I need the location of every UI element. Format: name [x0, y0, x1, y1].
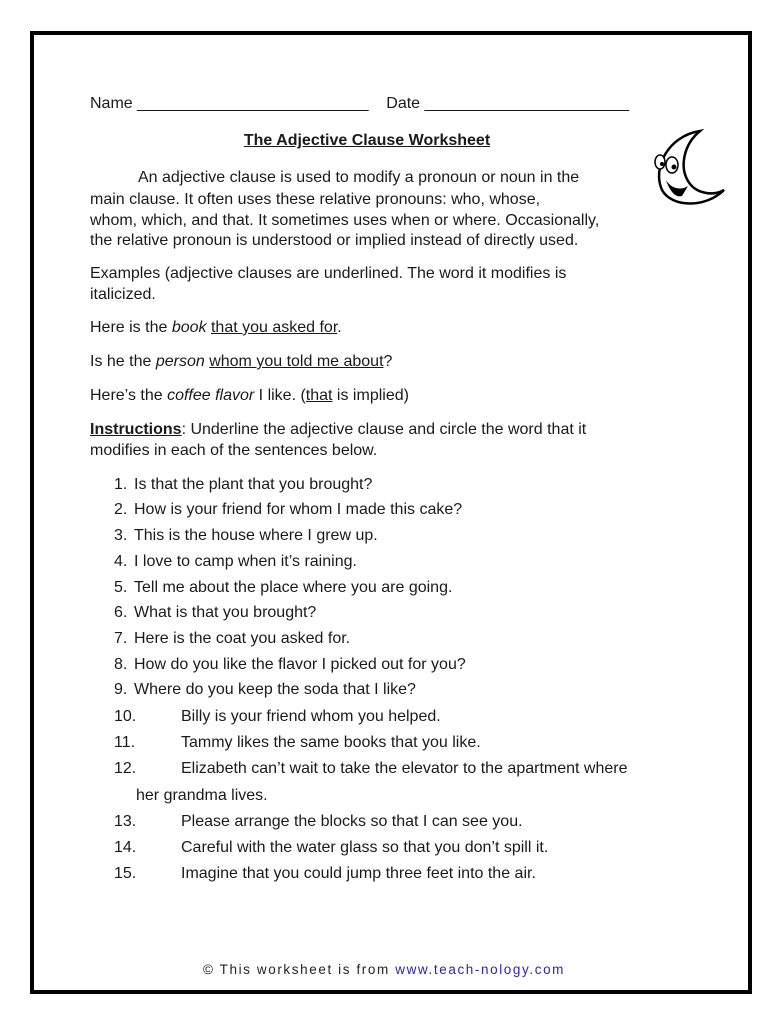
examples-intro: italicized. — [90, 286, 156, 303]
footer-link[interactable]: www.teach-nology.com — [395, 962, 566, 977]
item-text: This is the house where I grew up. — [134, 527, 378, 544]
list-item — [114, 864, 536, 884]
footer — [0, 960, 768, 980]
modified-word: person — [155, 353, 205, 370]
item-text: I love to camp when it’s raining. — [134, 553, 357, 570]
list-item — [114, 680, 416, 700]
adjective-clause: that — [305, 387, 333, 404]
item-number: 8. — [114, 656, 128, 673]
example-text: Here’s the — [90, 387, 168, 404]
footer-text: © This worksheet is from — [202, 962, 396, 977]
item-text: Tell me about the place where you are going. — [134, 579, 453, 596]
example-text: is implied) — [332, 387, 409, 404]
list-item — [114, 733, 481, 753]
item-text: Careful with the water glass so that you don’t spill it. — [181, 839, 549, 856]
intro-line: An adjective clause is used to modify a pronoun or noun in the — [138, 169, 580, 186]
item-number: 11. — [114, 734, 136, 751]
item-text: Where do you keep the soda that I like? — [134, 681, 416, 698]
item-number: 4. — [114, 553, 128, 570]
item-text: Billy is your friend whom you helped. — [181, 708, 441, 725]
item-number: 6. — [114, 604, 128, 621]
item-number: 10. — [114, 708, 137, 725]
instructions-text: : Underline the adjective clause and circle the word that it — [181, 421, 587, 438]
list-item — [114, 475, 372, 495]
item-number: 12. — [114, 760, 137, 777]
modified-word: book — [171, 319, 207, 336]
example-text: . — [337, 319, 342, 336]
example-sentence — [90, 386, 409, 406]
examples-intro: Examples (adjective clauses are underlined. The word it modifies is — [90, 265, 567, 282]
example-text: Here is the — [90, 319, 172, 336]
page-title: The Adjective Clause Worksheet — [243, 132, 491, 149]
item-number: 3. — [114, 527, 128, 544]
item-text: Elizabeth can’t wait to take the elevator to the apartment where — [181, 760, 628, 777]
intro-line: the relative pronoun is understood or implied instead of directly used. — [90, 232, 579, 249]
list-item — [114, 526, 378, 546]
item-text: How is your friend for whom I made this cake? — [134, 501, 463, 518]
item-text: Please arrange the blocks so that I can see you. — [181, 813, 523, 830]
name-date-line — [90, 94, 629, 114]
item-text: What is that you brought? — [134, 604, 317, 621]
list-item — [114, 759, 627, 779]
instructions-text: modifies in each of the sentences below. — [90, 442, 378, 459]
list-item — [114, 500, 462, 520]
list-item — [114, 707, 441, 727]
name-label: Name — [90, 95, 133, 112]
item-number: 5. — [114, 579, 128, 596]
intro-line: whom, which, and that. It sometimes uses when or where. Occasionally, — [90, 212, 600, 229]
moon-cartoon-icon — [648, 128, 730, 208]
adjective-clause: whom you told me about — [209, 353, 384, 370]
list-item — [114, 603, 316, 623]
list-item — [114, 552, 357, 572]
item-number: 2. — [114, 501, 128, 518]
modified-word: coffee flavor — [167, 387, 255, 404]
item-text: Is that the plant that you brought? — [134, 476, 373, 493]
instructions — [90, 420, 586, 440]
example-sentence — [90, 352, 392, 372]
adjective-clause: that you asked for — [210, 319, 338, 336]
item-number: 14. — [114, 839, 137, 856]
list-item-continuation: her grandma lives. — [136, 787, 268, 804]
list-item — [114, 812, 523, 832]
item-number: 1. — [114, 476, 128, 493]
example-text: I like. ( — [254, 387, 306, 404]
item-number: 7. — [114, 630, 128, 647]
item-text: Tammy likes the same books that you like. — [181, 734, 481, 751]
date-label: Date — [386, 95, 421, 112]
intro-line: main clause. It often uses these relative pronouns: who, whose, — [90, 191, 541, 208]
instructions-label: Instructions — [90, 421, 182, 438]
list-item — [114, 838, 548, 858]
item-text: Imagine that you could jump three feet into the air. — [181, 865, 536, 882]
list-item — [114, 578, 452, 598]
item-text: How do you like the flavor I picked out for you? — [134, 656, 466, 673]
example-sentence — [90, 318, 342, 338]
item-number: 9. — [114, 681, 128, 698]
list-item — [114, 629, 350, 649]
item-text: Here is the coat you asked for. — [134, 630, 351, 647]
list-item — [114, 655, 466, 675]
name-blank: __________________________ — [137, 95, 369, 112]
example-text: ? — [383, 353, 393, 370]
example-text: Is he the — [90, 353, 156, 370]
item-number: 15. — [114, 865, 137, 882]
item-number: 13. — [114, 813, 137, 830]
date-blank: _______________________ — [424, 95, 630, 112]
